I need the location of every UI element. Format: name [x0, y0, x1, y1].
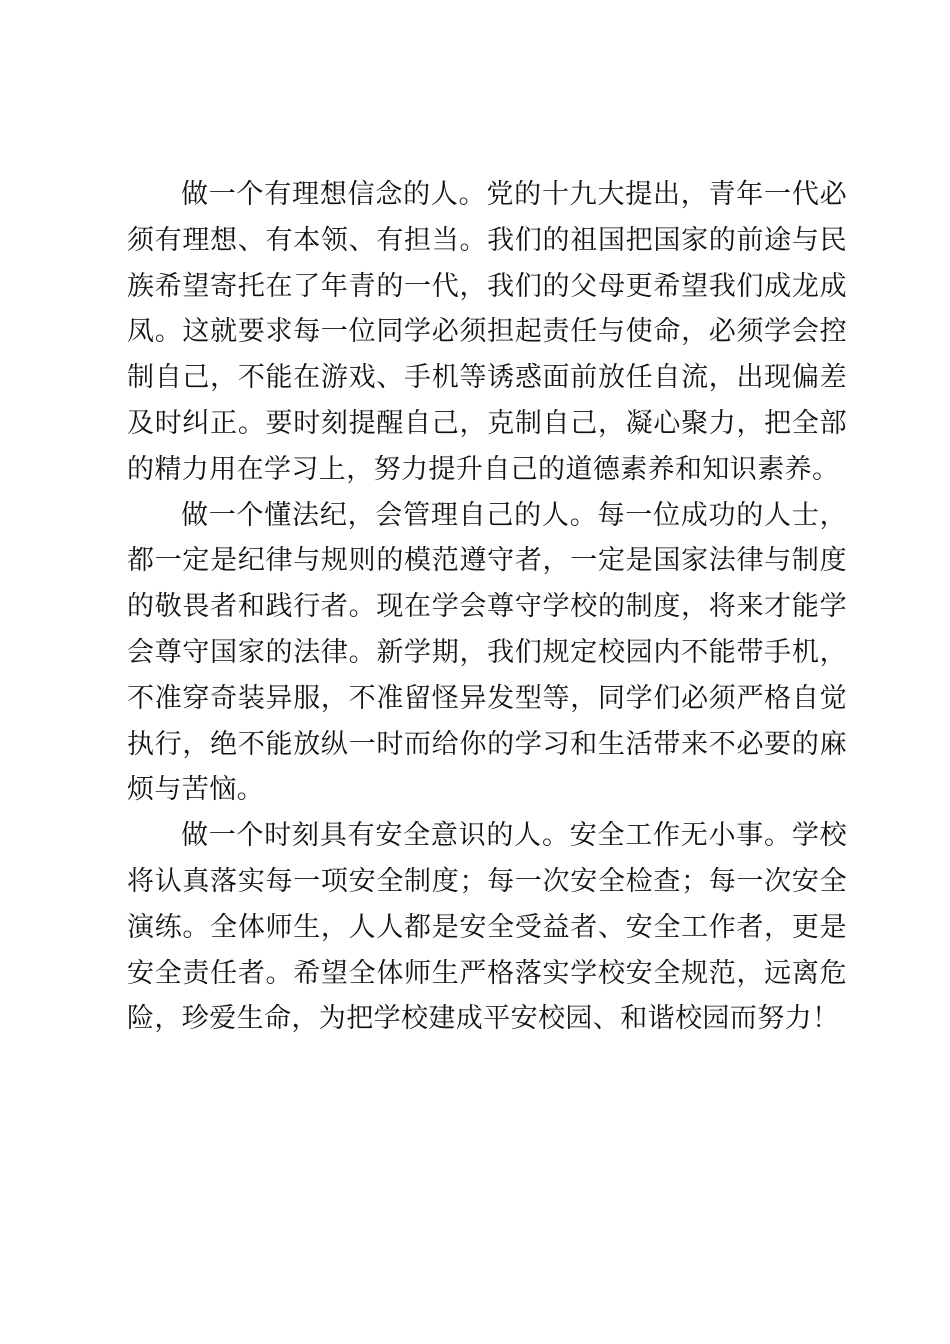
paragraph-safety: 做一个时刻具有安全意识的人。安全工作无小事。学校将认真落实每一项安全制度；每一次安全检查；每一次安全演练。全体师生，人人都是安全受益者、安全工作者，更是安全责任者。希望全体师生严格落实学校安全规范，远离危险，珍爱生命，为把学校建成平安校园、和谐校园而努力！ — [127, 820, 847, 1035]
paragraph-ideals: 做一个有理想信念的人。党的十九大提出，青年一代必须有理想、有本领、有担当。我们的祖国把国家的前途与民族希望寄托在了年青的一代，我们的父母更希望我们成龙成凤。这就要求每一位同学必须担起责任与使命，必须学会控制自己，不能在游戏、手机等诱惑面前放任自流，出现偏差及时纠正。要时刻提醒自己，克制自己，凝心聚力，把全部的精力用在学习上，努力提升自己的道德素养和知识素养。 — [127, 179, 847, 485]
document-body — [127, 172, 847, 1042]
paragraph-discipline: 做一个懂法纪，会管理自己的人。每一位成功的人士，都一定是纪律与规则的模范遵守者，一定是国家法律与制度的敬畏者和践行者。现在学会尊守学校的制度，将来才能学会尊守国家的法律。新学期，我们规定校园内不能带手机，不准穿奇装异服，不准留怪异发型等，同学们必须严格自觉执行，绝不能放纵一时而给你的学习和生活带来不必要的麻烦与苦恼。 — [127, 499, 847, 806]
